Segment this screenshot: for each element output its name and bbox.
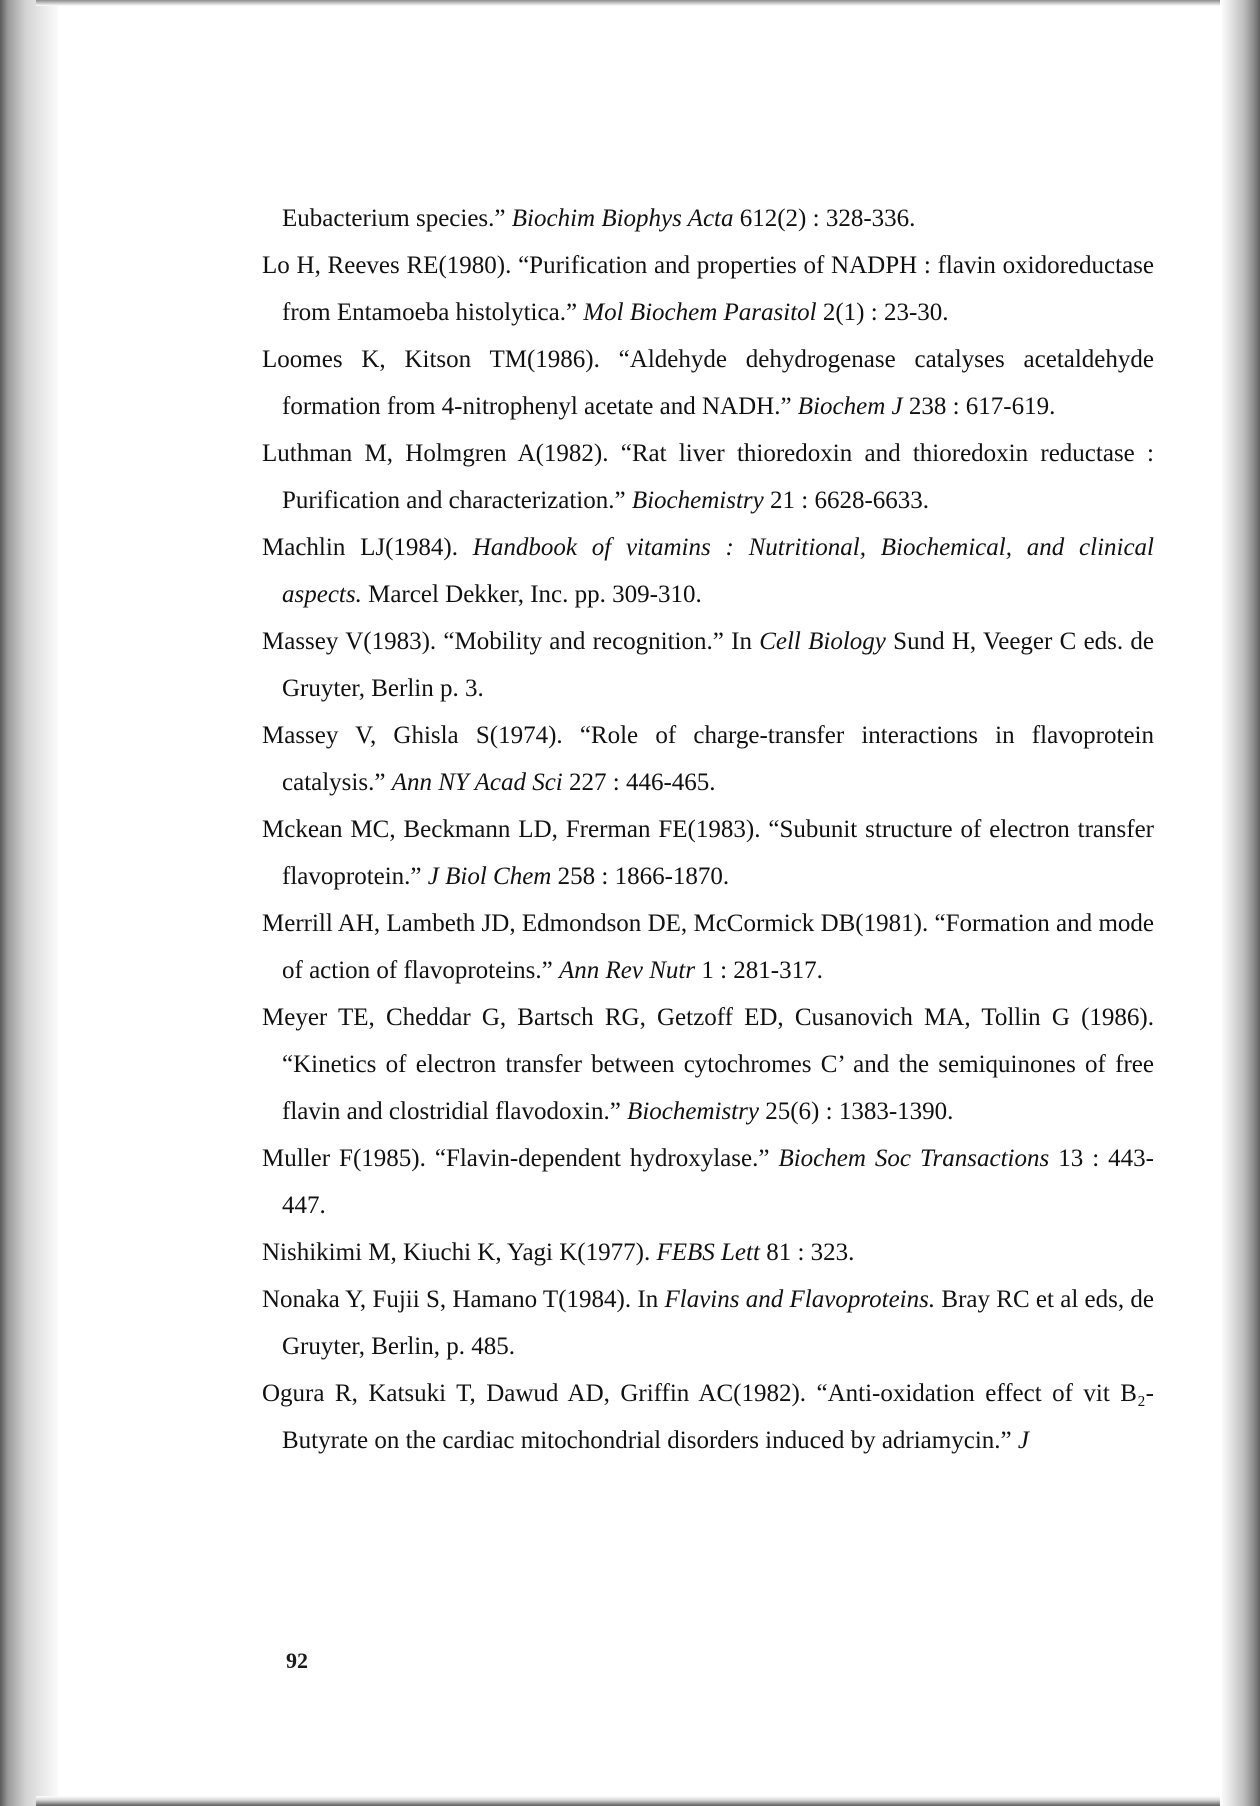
reference-entry: Eubacterium species.” Biochim Biophys Acta 612(2) : 328-336. [282,205,916,232]
reference-entry: Muller F(1985). “Flavin-dependent hydroxylase.” Biochem Soc Transactions 13 : 443-447. [262,1145,1154,1219]
journal-title: Biochemistry [627,1098,759,1125]
reference-entry: Massey V(1983). “Mobility and recognition.” In Cell Biology Sund H, Veeger C eds. de Gruyter, Berlin p. 3. [262,628,1154,702]
reference-entry: Machlin LJ(1984). Handbook of vitamins : Nutritional, Biochemical, and clinical aspects. Marcel Dekker, Inc. pp. 309-310. [262,534,1154,608]
reference-entry: Ogura R, Katsuki T, Dawud AD, Griffin AC(1982). “Anti-oxidation effect of vit B₂-Butyrate on the cardiac mitochondrial disorders induced by adriamycin.” J [262,1380,1154,1454]
page-bottom-edge [36,1796,1224,1806]
reference-entry: Luthman M, Holmgren A(1982). “Rat liver thioredoxin and thioredoxin reductase : Purification and characterization.” Biochemistry 21 : 6628-6633. [262,440,1154,514]
reference-entry: Nishikimi M, Kiuchi K, Yagi K(1977). FEBS Lett 81 : 323. [262,1239,855,1266]
reference-entry: Nonaka Y, Fujii S, Hamano T(1984). In Flavins and Flavoproteins. Bray RC et al eds, de Gruyter, Berlin, p. 485. [262,1286,1154,1360]
reference-entry: Lo H, Reeves RE(1980). “Purification and properties of NADPH : flavin oxidoreductase from Entamoeba histolytica.” Mol Biochem Parasitol 2(1) : 23-30. [262,252,1154,326]
book-spine-shadow [0,0,62,1806]
journal-title: Biochem Soc Transactions [778,1145,1050,1172]
reference-list [262,195,1154,1464]
reference-entry: Merrill AH, Lambeth JD, Edmondson DE, McCormick DB(1981). “Formation and mode of action of flavoproteins.” Ann Rev Nutr 1 : 281-317. [262,910,1154,984]
page-right-edge-shadow [1220,0,1260,1806]
journal-title: Biochim Biophys Acta [511,205,734,232]
page-number: 92 [286,1648,308,1673]
journal-title: J Biol Chem [427,863,552,890]
book-title: Flavins and Flavoproteins. [664,1286,936,1313]
journal-title: Ann NY Acad Sci [391,769,563,796]
book-title: Handbook of vitamins : Nutritional, Biochemical, and clinical aspects. [282,534,1154,608]
journal-title: Biochemistry [631,487,764,514]
reference-entry: Massey V, Ghisla S(1974). “Role of charge-transfer interactions in flavoprotein catalysis.” Ann NY Acad Sci 227 : 446-465. [262,722,1154,796]
journal-title: Ann Rev Nutr [559,957,696,984]
journal-title: Biochem J [797,393,903,420]
journal-title: Mol Biochem Parasitol [583,299,817,326]
book-title: Cell Biology [759,628,886,655]
reference-entry: Mckean MC, Beckmann LD, Frerman FE(1983). “Subunit structure of electron transfer flavoprotein.” J Biol Chem 258 : 1866-1870. [262,816,1154,890]
reference-entry: Meyer TE, Cheddar G, Bartsch RG, Getzoff ED, Cusanovich MA, Tollin G (1986). “Kinetics of electron transfer between cytochromes C’ and the semiquinones of free flavin and clostridial flavodoxin.” Biochemistry 25(6) : 1383-1390. [262,1004,1154,1125]
journal-title: J [1017,1427,1029,1454]
reference-entry: Loomes K, Kitson TM(1986). “Aldehyde dehydrogenase catalyses acetaldehyde formation from 4-nitrophenyl acetate and NADH.” Biochem J 238 : 617-619. [262,346,1154,420]
journal-title: FEBS Lett [656,1239,760,1266]
